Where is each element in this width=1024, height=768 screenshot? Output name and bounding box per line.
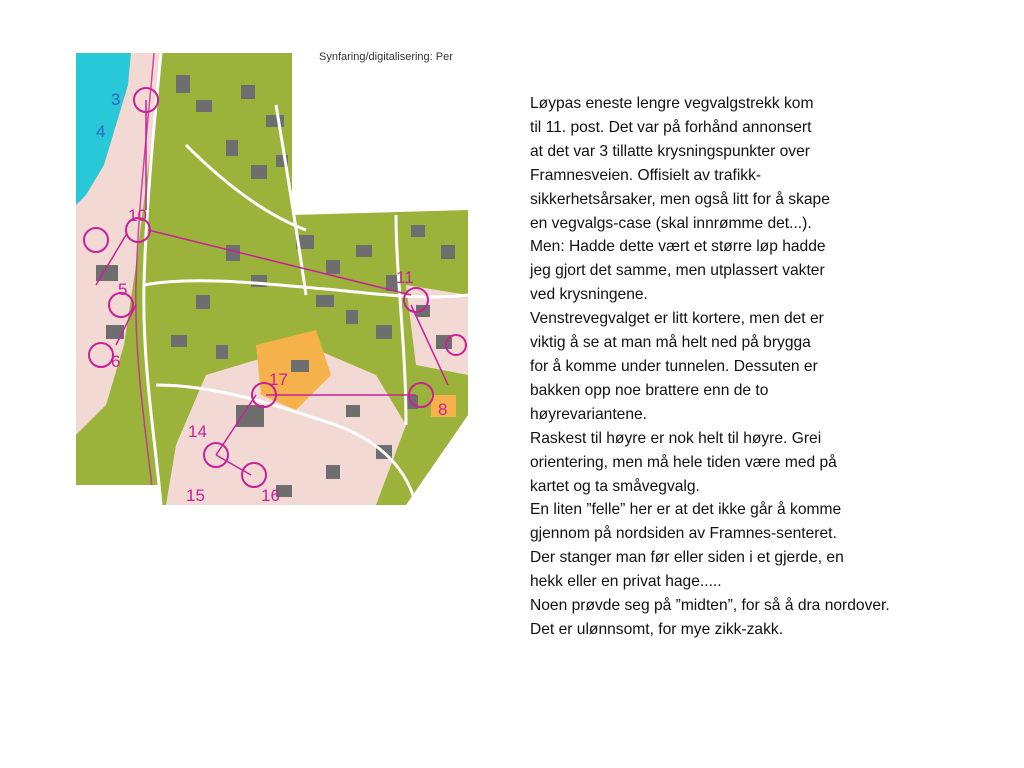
text-line: Noen prøvde seg på ”midten”, for så å dra nordover. xyxy=(530,597,890,615)
text-line: Men: Hadde dette vært et større løp hadde xyxy=(530,238,826,256)
text-line: jeg gjort det samme, men utplassert vakter xyxy=(530,262,825,280)
map-image xyxy=(76,45,468,505)
text-line: sikkerhetsårsaker, men også litt for å skape xyxy=(530,190,830,208)
control-label: 4 xyxy=(96,122,106,141)
control-label: 8 xyxy=(438,400,448,419)
orienteering-map xyxy=(76,45,468,505)
text-line: høyrevariantene. xyxy=(530,405,648,423)
text-line: Framnesveien. Offisielt av trafikk- xyxy=(530,166,762,184)
control-label: 14 xyxy=(188,422,207,441)
text-line: til 11. post. Det var på forhånd annonsert xyxy=(530,118,812,136)
text-line: for å komme under tunnelen. Dessuten er xyxy=(530,357,818,375)
control-label: 5 xyxy=(118,280,128,299)
text-line: Venstrevegvalget er litt kortere, men det er xyxy=(530,310,824,328)
text-line: en vegvalgs-case (skal innrømme det...). xyxy=(530,214,812,232)
text-line: ved krysningene. xyxy=(530,286,648,304)
control-label: 11 xyxy=(396,268,414,287)
text-line: bakken opp noe brattere enn de to xyxy=(530,381,769,399)
text-line: Der stanger man før eller siden i et gjerde, en xyxy=(530,549,844,567)
text-line: gjennom på nordsiden av Framnes-senteret. xyxy=(530,525,837,543)
control-label: 3 xyxy=(111,90,121,109)
text-line: En liten ”felle” her er at det ikke går å komme xyxy=(530,501,842,519)
text-line: at det var 3 tillatte krysningspunkter over xyxy=(530,142,810,160)
text-line: Raskest til høyre er nok helt til høyre. Grei xyxy=(530,429,822,447)
text-line: orientering, men må hele tiden være med på xyxy=(530,453,837,471)
description-text xyxy=(530,92,1010,642)
text-line: hekk eller en privat hage..... xyxy=(530,573,722,591)
map-credit: Synfaring/digitalisering: Per xyxy=(319,51,453,63)
control-label: 6 xyxy=(111,352,121,371)
control-label: 16 xyxy=(261,486,280,505)
text-line: Det er ulønnsomt, for mye zikk-zakk. xyxy=(530,620,784,638)
text-line: Løypas eneste lengre vegvalgstrekk kom xyxy=(530,95,814,112)
text-line: viktig å se at man må helt ned på brygga xyxy=(530,334,811,352)
control-label: 17 xyxy=(269,370,288,389)
text-line: kartet og ta småvegvalg. xyxy=(530,477,700,495)
control-label: 10 xyxy=(128,206,147,225)
control-label: 15 xyxy=(186,486,205,505)
